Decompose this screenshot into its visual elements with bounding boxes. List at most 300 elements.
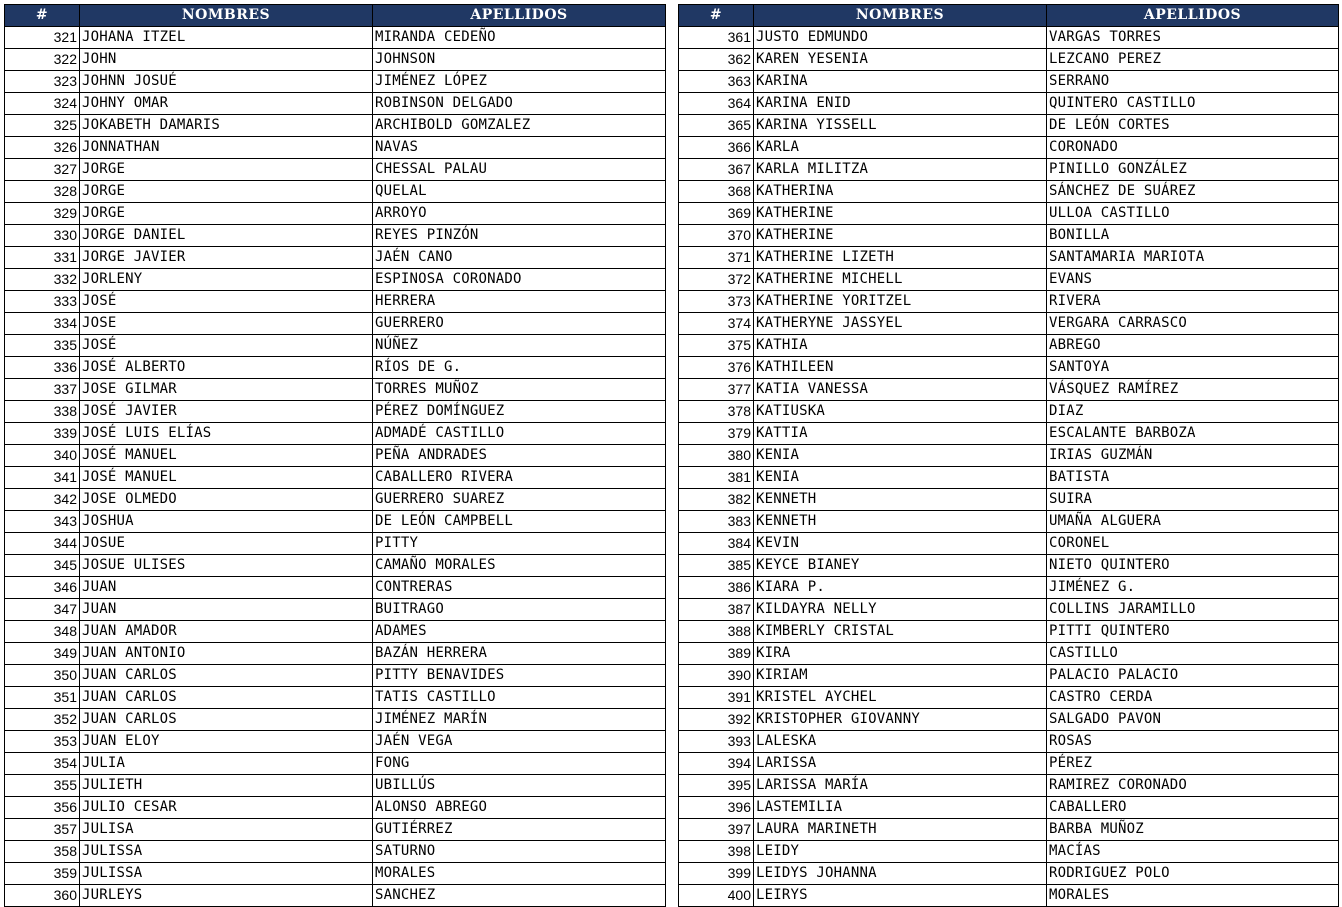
row-number: 394 [679, 753, 754, 775]
table-row [679, 577, 1339, 599]
row-apellidos: QUINTERO CASTILLO [1047, 93, 1339, 115]
row-number: 359 [5, 863, 80, 885]
table-row [5, 225, 666, 247]
row-nombres: JULIETH [80, 775, 373, 797]
table-row [679, 489, 1339, 511]
row-number: 334 [5, 313, 80, 335]
row-number: 342 [5, 489, 80, 511]
row-number: 371 [679, 247, 754, 269]
row-nombres: JORLENY [80, 269, 373, 291]
row-apellidos: JIMÉNEZ G. [1047, 577, 1339, 599]
table-row [679, 599, 1339, 621]
row-number: 363 [679, 71, 754, 93]
row-number: 346 [5, 577, 80, 599]
table-row [679, 841, 1339, 863]
row-number: 400 [679, 885, 754, 907]
header-apellidos: APELLIDOS [373, 5, 666, 27]
row-nombres: KIRA [754, 643, 1047, 665]
row-nombres: LEIRYS [754, 885, 1047, 907]
row-apellidos: FONG [373, 753, 666, 775]
row-number: 389 [679, 643, 754, 665]
row-apellidos: ABREGO [1047, 335, 1339, 357]
table-row [679, 775, 1339, 797]
row-number: 331 [5, 247, 80, 269]
row-number: 343 [5, 511, 80, 533]
table-row [5, 489, 666, 511]
row-nombres: KARLA [754, 137, 1047, 159]
row-number: 368 [679, 181, 754, 203]
table-row [679, 115, 1339, 137]
row-apellidos: PITTI QUINTERO [1047, 621, 1339, 643]
table-row [679, 885, 1339, 907]
row-nombres: KATHIA [754, 335, 1047, 357]
table-row [679, 291, 1339, 313]
table-row [679, 797, 1339, 819]
row-apellidos: ADMADÉ CASTILLO [373, 423, 666, 445]
row-number: 397 [679, 819, 754, 841]
row-nombres: JUAN [80, 599, 373, 621]
row-apellidos: BARBA MUÑOZ [1047, 819, 1339, 841]
row-apellidos: ROBINSON DELGADO [373, 93, 666, 115]
row-nombres: JOHANA ITZEL [80, 27, 373, 49]
row-number: 383 [679, 511, 754, 533]
row-apellidos: SANTAMARIA MARIOTA [1047, 247, 1339, 269]
row-apellidos: SANTOYA [1047, 357, 1339, 379]
row-apellidos: VARGAS TORRES [1047, 27, 1339, 49]
table-row [679, 819, 1339, 841]
table-row [5, 577, 666, 599]
row-number: 374 [679, 313, 754, 335]
table-row [679, 379, 1339, 401]
row-nombres: JULIA [80, 753, 373, 775]
row-apellidos: PITTY BENAVIDES [373, 665, 666, 687]
row-number: 360 [5, 885, 80, 907]
table-row [679, 643, 1339, 665]
row-apellidos: CORONEL [1047, 533, 1339, 555]
header-row [5, 5, 666, 27]
table-row [679, 71, 1339, 93]
row-apellidos: GUERRERO SUAREZ [373, 489, 666, 511]
row-nombres: JULISSA [80, 841, 373, 863]
row-number: 321 [5, 27, 80, 49]
row-apellidos: SATURNO [373, 841, 666, 863]
row-nombres: JORGE JAVIER [80, 247, 373, 269]
row-apellidos: RODRIGUEZ POLO [1047, 863, 1339, 885]
row-nombres: JOSÉ LUIS ELÍAS [80, 423, 373, 445]
row-number: 358 [5, 841, 80, 863]
table-row [679, 511, 1339, 533]
table-row [679, 467, 1339, 489]
row-apellidos: JAÉN VEGA [373, 731, 666, 753]
row-number: 386 [679, 577, 754, 599]
row-number: 333 [5, 291, 80, 313]
row-number: 325 [5, 115, 80, 137]
table-row [679, 159, 1339, 181]
row-number: 335 [5, 335, 80, 357]
row-apellidos: NAVAS [373, 137, 666, 159]
row-number: 324 [5, 93, 80, 115]
table-row [5, 643, 666, 665]
row-apellidos: COLLINS JARAMILLO [1047, 599, 1339, 621]
row-nombres: KATHERINA [754, 181, 1047, 203]
row-number: 384 [679, 533, 754, 555]
table-row [679, 247, 1339, 269]
row-nombres: KATTIA [754, 423, 1047, 445]
row-apellidos: DE LEÓN CAMPBELL [373, 511, 666, 533]
row-apellidos: SÁNCHEZ DE SUÁREZ [1047, 181, 1339, 203]
row-number: 350 [5, 665, 80, 687]
row-nombres: JUAN CARLOS [80, 687, 373, 709]
row-number: 393 [679, 731, 754, 753]
table-row [5, 555, 666, 577]
table-row [679, 753, 1339, 775]
row-apellidos: DIAZ [1047, 401, 1339, 423]
row-apellidos: JIMÉNEZ LÓPEZ [373, 71, 666, 93]
table-row [5, 863, 666, 885]
row-number: 390 [679, 665, 754, 687]
row-number: 388 [679, 621, 754, 643]
row-number: 338 [5, 401, 80, 423]
row-apellidos: GUERRERO [373, 313, 666, 335]
row-number: 328 [5, 181, 80, 203]
row-number: 322 [5, 49, 80, 71]
row-number: 353 [5, 731, 80, 753]
table-row [5, 93, 666, 115]
table-row [5, 709, 666, 731]
row-apellidos: SANCHEZ [373, 885, 666, 907]
row-apellidos: ALONSO ABREGO [373, 797, 666, 819]
row-apellidos: VÁSQUEZ RAMÍREZ [1047, 379, 1339, 401]
row-apellidos: JAÉN CANO [373, 247, 666, 269]
table-row [5, 357, 666, 379]
row-number: 382 [679, 489, 754, 511]
row-apellidos: PITTY [373, 533, 666, 555]
row-number: 372 [679, 269, 754, 291]
row-nombres: KATIA VANESSA [754, 379, 1047, 401]
row-nombres: JUAN ANTONIO [80, 643, 373, 665]
table-row [5, 313, 666, 335]
row-number: 376 [679, 357, 754, 379]
header-row [679, 5, 1339, 27]
row-nombres: JOSUE [80, 533, 373, 555]
row-apellidos: SERRANO [1047, 71, 1339, 93]
row-apellidos: PEÑA ANDRADES [373, 445, 666, 467]
row-nombres: KATHERINE [754, 225, 1047, 247]
table-row [679, 313, 1339, 335]
header-num: # [679, 5, 754, 27]
row-nombres: JOSHUA [80, 511, 373, 533]
table-row [679, 137, 1339, 159]
row-apellidos: BONILLA [1047, 225, 1339, 247]
header-nombres: NOMBRES [754, 5, 1047, 27]
roster-table-right [678, 4, 1339, 907]
table-row [5, 819, 666, 841]
row-apellidos: CASTILLO [1047, 643, 1339, 665]
row-nombres: JULISSA [80, 863, 373, 885]
row-nombres: JUAN AMADOR [80, 621, 373, 643]
row-apellidos: EVANS [1047, 269, 1339, 291]
table-row [5, 731, 666, 753]
row-apellidos: ULLOA CASTILLO [1047, 203, 1339, 225]
table-row [5, 841, 666, 863]
row-nombres: JUAN CARLOS [80, 665, 373, 687]
row-number: 365 [679, 115, 754, 137]
row-nombres: LARISSA [754, 753, 1047, 775]
row-apellidos: RAMIREZ CORONADO [1047, 775, 1339, 797]
table-row [679, 445, 1339, 467]
row-nombres: KRISTOPHER GIOVANNY [754, 709, 1047, 731]
row-number: 399 [679, 863, 754, 885]
row-number: 347 [5, 599, 80, 621]
row-nombres: JORGE [80, 181, 373, 203]
row-number: 344 [5, 533, 80, 555]
table-row [5, 885, 666, 907]
row-nombres: LALESKA [754, 731, 1047, 753]
row-apellidos: PÉREZ [1047, 753, 1339, 775]
table-row [5, 379, 666, 401]
row-nombres: KATHERYNE JASSYEL [754, 313, 1047, 335]
row-apellidos: MORALES [1047, 885, 1339, 907]
row-nombres: JULISA [80, 819, 373, 841]
row-number: 330 [5, 225, 80, 247]
table-row [679, 27, 1339, 49]
row-number: 355 [5, 775, 80, 797]
row-nombres: KENIA [754, 445, 1047, 467]
row-apellidos: NÚÑEZ [373, 335, 666, 357]
table-row [679, 709, 1339, 731]
table-row [5, 423, 666, 445]
row-apellidos: ESPINOSA CORONADO [373, 269, 666, 291]
row-nombres: KENIA [754, 467, 1047, 489]
row-nombres: JOHN [80, 49, 373, 71]
row-apellidos: NIETO QUINTERO [1047, 555, 1339, 577]
row-number: 326 [5, 137, 80, 159]
row-nombres: KARINA YISSELL [754, 115, 1047, 137]
row-nombres: JOSÉ ALBERTO [80, 357, 373, 379]
row-apellidos: ADAMES [373, 621, 666, 643]
row-nombres: JOSÉ [80, 291, 373, 313]
table-row [5, 203, 666, 225]
row-number: 362 [679, 49, 754, 71]
row-nombres: KEYCE BIANEY [754, 555, 1047, 577]
row-number: 351 [5, 687, 80, 709]
row-nombres: KRISTEL AYCHEL [754, 687, 1047, 709]
row-apellidos: CHESSAL PALAU [373, 159, 666, 181]
table-row [5, 445, 666, 467]
row-apellidos: MACÍAS [1047, 841, 1339, 863]
table-row [5, 753, 666, 775]
row-number: 327 [5, 159, 80, 181]
row-apellidos: CORONADO [1047, 137, 1339, 159]
row-apellidos: RÍOS DE G. [373, 357, 666, 379]
row-nombres: LAURA MARINETH [754, 819, 1047, 841]
table-row [679, 49, 1339, 71]
table-row [5, 687, 666, 709]
row-number: 337 [5, 379, 80, 401]
row-nombres: JOKABETH DAMARIS [80, 115, 373, 137]
row-number: 339 [5, 423, 80, 445]
row-apellidos: MIRANDA CEDEÑO [373, 27, 666, 49]
row-apellidos: JIMÉNEZ MARÍN [373, 709, 666, 731]
table-row [679, 225, 1339, 247]
row-number: 373 [679, 291, 754, 313]
table-row [679, 357, 1339, 379]
row-nombres: JOSÉ MANUEL [80, 467, 373, 489]
table-row [679, 687, 1339, 709]
row-nombres: JUAN [80, 577, 373, 599]
row-number: 364 [679, 93, 754, 115]
row-apellidos: ARROYO [373, 203, 666, 225]
row-nombres: JORGE DANIEL [80, 225, 373, 247]
table-row [5, 621, 666, 643]
row-number: 354 [5, 753, 80, 775]
row-apellidos: SUIRA [1047, 489, 1339, 511]
row-nombres: KATHERINE MICHELL [754, 269, 1047, 291]
row-number: 349 [5, 643, 80, 665]
table-row [679, 731, 1339, 753]
row-apellidos: HERRERA [373, 291, 666, 313]
table-row [679, 533, 1339, 555]
row-nombres: JOSÉ MANUEL [80, 445, 373, 467]
row-nombres: KILDAYRA NELLY [754, 599, 1047, 621]
table-row [679, 423, 1339, 445]
row-apellidos: MORALES [373, 863, 666, 885]
row-nombres: KENNETH [754, 511, 1047, 533]
table-row [5, 401, 666, 423]
table-row [679, 269, 1339, 291]
row-apellidos: DE LEÓN CORTES [1047, 115, 1339, 137]
header-apellidos: APELLIDOS [1047, 5, 1339, 27]
row-number: 341 [5, 467, 80, 489]
table-row [5, 159, 666, 181]
table-row [679, 665, 1339, 687]
row-number: 323 [5, 71, 80, 93]
row-number: 392 [679, 709, 754, 731]
table-row [679, 401, 1339, 423]
row-number: 352 [5, 709, 80, 731]
row-number: 345 [5, 555, 80, 577]
table-row [679, 203, 1339, 225]
row-number: 357 [5, 819, 80, 841]
row-apellidos: TATIS CASTILLO [373, 687, 666, 709]
row-number: 387 [679, 599, 754, 621]
row-apellidos: VERGARA CARRASCO [1047, 313, 1339, 335]
row-apellidos: BATISTA [1047, 467, 1339, 489]
row-nombres: KARINA [754, 71, 1047, 93]
row-nombres: KATIUSKA [754, 401, 1047, 423]
row-nombres: KARLA MILITZA [754, 159, 1047, 181]
row-nombres: KEVIN [754, 533, 1047, 555]
row-nombres: KAREN YESENIA [754, 49, 1047, 71]
row-nombres: JUAN CARLOS [80, 709, 373, 731]
row-nombres: LARISSA MARÍA [754, 775, 1047, 797]
row-apellidos: ROSAS [1047, 731, 1339, 753]
table-row [5, 665, 666, 687]
row-apellidos: TORRES MUÑOZ [373, 379, 666, 401]
table-row [5, 269, 666, 291]
row-number: 361 [679, 27, 754, 49]
row-nombres: JULIO CESAR [80, 797, 373, 819]
table-row [5, 599, 666, 621]
row-number: 369 [679, 203, 754, 225]
row-nombres: KATHERINE LIZETH [754, 247, 1047, 269]
row-nombres: JORGE [80, 159, 373, 181]
row-nombres: KARINA ENID [754, 93, 1047, 115]
row-number: 377 [679, 379, 754, 401]
row-nombres: KATHILEEN [754, 357, 1047, 379]
row-number: 398 [679, 841, 754, 863]
table-row [5, 137, 666, 159]
row-apellidos: QUELAL [373, 181, 666, 203]
table-row [5, 533, 666, 555]
row-apellidos: UMAÑA ALGUERA [1047, 511, 1339, 533]
row-nombres: JONNATHAN [80, 137, 373, 159]
row-apellidos: RIVERA [1047, 291, 1339, 313]
table-row [679, 181, 1339, 203]
table-row [679, 555, 1339, 577]
row-apellidos: CONTRERAS [373, 577, 666, 599]
row-number: 385 [679, 555, 754, 577]
row-number: 379 [679, 423, 754, 445]
row-apellidos: UBILLÚS [373, 775, 666, 797]
row-nombres: KIARA P. [754, 577, 1047, 599]
row-apellidos: CABALLERO RIVERA [373, 467, 666, 489]
header-num: # [5, 5, 80, 27]
row-nombres: KATHERINE YORITZEL [754, 291, 1047, 313]
row-number: 375 [679, 335, 754, 357]
table-row [5, 247, 666, 269]
row-nombres: KENNETH [754, 489, 1047, 511]
row-nombres: LASTEMILIA [754, 797, 1047, 819]
row-nombres: JOSE OLMEDO [80, 489, 373, 511]
row-nombres: LEIDY [754, 841, 1047, 863]
row-apellidos: CAMAÑO MORALES [373, 555, 666, 577]
header-nombres: NOMBRES [80, 5, 373, 27]
row-apellidos: GUTIÉRREZ [373, 819, 666, 841]
row-nombres: JOSÉ [80, 335, 373, 357]
table-row [5, 335, 666, 357]
row-apellidos: SALGADO PAVON [1047, 709, 1339, 731]
table-row [5, 775, 666, 797]
row-number: 340 [5, 445, 80, 467]
row-nombres: KATHERINE [754, 203, 1047, 225]
table-row [679, 621, 1339, 643]
row-nombres: JOSUE ULISES [80, 555, 373, 577]
row-apellidos: CABALLERO [1047, 797, 1339, 819]
row-nombres: JURLEYS [80, 885, 373, 907]
row-apellidos: LEZCANO PEREZ [1047, 49, 1339, 71]
row-number: 336 [5, 357, 80, 379]
row-apellidos: BAZÁN HERRERA [373, 643, 666, 665]
table-row [5, 291, 666, 313]
table-row [679, 863, 1339, 885]
row-apellidos: CASTRO CERDA [1047, 687, 1339, 709]
row-apellidos: JOHNSON [373, 49, 666, 71]
row-number: 356 [5, 797, 80, 819]
roster-table-left [4, 4, 666, 907]
row-nombres: JOSE GILMAR [80, 379, 373, 401]
table-row [5, 467, 666, 489]
table-row [5, 797, 666, 819]
row-number: 366 [679, 137, 754, 159]
row-number: 380 [679, 445, 754, 467]
row-apellidos: BUITRAGO [373, 599, 666, 621]
row-nombres: JORGE [80, 203, 373, 225]
row-nombres: JUSTO EDMUNDO [754, 27, 1047, 49]
table-row [5, 511, 666, 533]
row-apellidos: ARCHIBOLD GOMZALEZ [373, 115, 666, 137]
row-number: 367 [679, 159, 754, 181]
